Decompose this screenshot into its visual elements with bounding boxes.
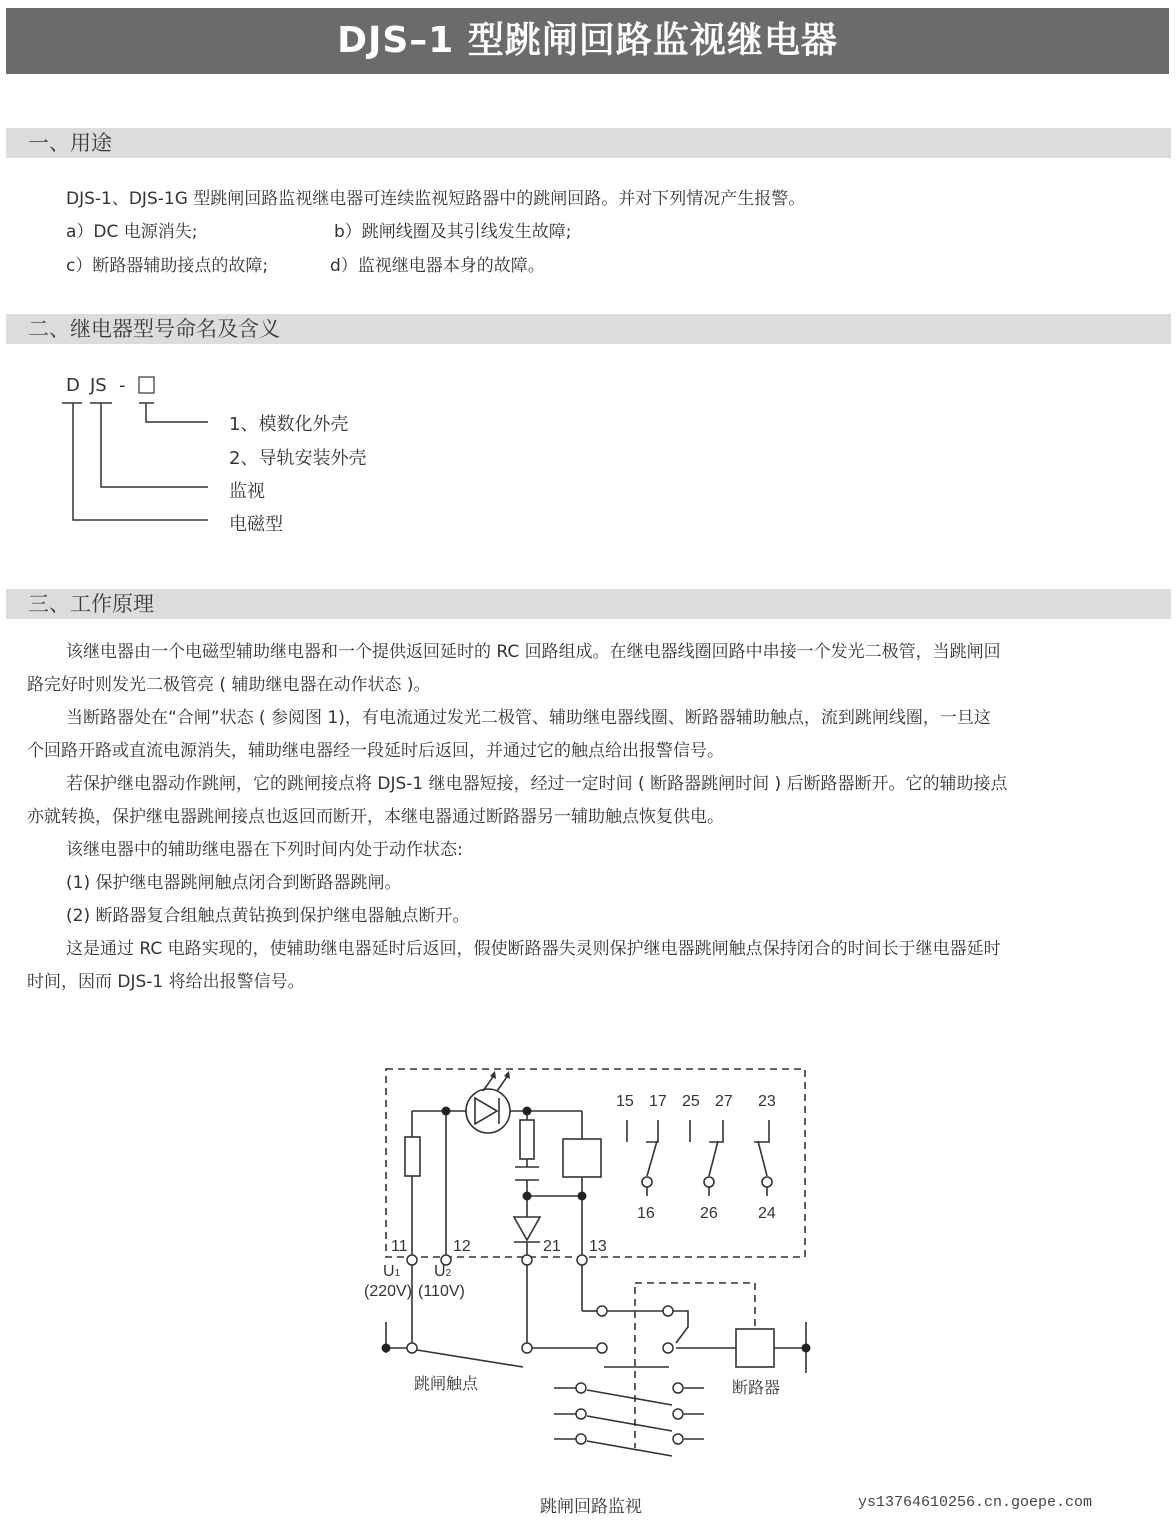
naming-label-4: 电磁型 bbox=[229, 514, 283, 535]
principle-line: 亦就转换，保护继电器跳闸接点也返回而断开，本继电器通过断路器另一辅助触点恢复供电。 bbox=[27, 807, 724, 827]
relay-boundary bbox=[386, 1069, 805, 1257]
trip-contact-label: 跳闸触点 bbox=[414, 1376, 479, 1393]
breaker-label: 断路器 bbox=[732, 1380, 781, 1397]
naming-label-2: 2、导轨安装外壳 bbox=[229, 448, 367, 469]
voltage-110-label: (110V) bbox=[418, 1283, 465, 1300]
section-heading-text: 二、继电器型号命名及含义 bbox=[28, 317, 280, 341]
section-heading-text: 三、工作原理 bbox=[28, 592, 154, 616]
principle-line: 当断路器处在“合闸”状态 ( 参阅图 1)，有电流通过发光二极管、辅助继电器线圈、断路器辅助触点，流到跳闸线圈，一旦这 bbox=[66, 708, 991, 728]
usage-item-b: b）跳闸线圈及其引线发生故障; bbox=[334, 222, 572, 242]
line-to-label-3 bbox=[101, 403, 208, 487]
breaker-icon bbox=[736, 1329, 774, 1367]
terminal-label: 13 bbox=[589, 1238, 607, 1255]
contact-number: 26 bbox=[700, 1205, 718, 1222]
principle-line: 时间，因而 DJS-1 将给出报警信号。 bbox=[27, 972, 305, 992]
contact-number: 25 bbox=[682, 1093, 700, 1110]
contact-number: 23 bbox=[758, 1093, 776, 1110]
code-dash: - bbox=[119, 375, 126, 396]
terminal-label: 21 bbox=[543, 1238, 561, 1255]
led-icon bbox=[466, 1074, 510, 1133]
terminal-label: 12 bbox=[453, 1238, 471, 1255]
contact-number: 15 bbox=[616, 1093, 634, 1110]
section-heading-naming bbox=[6, 314, 1171, 344]
terminal-label: 11 bbox=[391, 1238, 408, 1255]
usage-intro: DJS-1、DJS-1G 型跳闸回路监视继电器可连续监视短路器中的跳闸回路。并对下列情况产生报警。 bbox=[66, 189, 806, 209]
code-d: D bbox=[66, 375, 80, 396]
naming-label-1: 1、模数化外壳 bbox=[229, 414, 349, 435]
principle-line: 这是通过 RC 电路实现的，使辅助继电器延时后返回，假使断路器失灵则保护继电器跳闸触点保持闭合的时间长于继电器延时 bbox=[66, 939, 1001, 959]
diode-icon bbox=[514, 1217, 540, 1240]
section-heading-usage bbox=[6, 128, 1171, 158]
code-js: JS bbox=[90, 375, 107, 396]
resistor-icon bbox=[520, 1120, 534, 1159]
principle-line: 个回路开路或直流电源消失，辅助继电器经一段延时后返回，并通过它的触点给出报警信号。 bbox=[27, 741, 724, 761]
diagram-caption: 跳闸回路监视 bbox=[540, 1497, 642, 1517]
principle-line: (2) 断路器复合组触点黄钻换到保护继电器触点断开。 bbox=[66, 906, 470, 926]
section-heading-text: 一、用途 bbox=[28, 131, 112, 155]
terminal-13 bbox=[577, 1255, 587, 1265]
principle-line: (1) 保护继电器跳闸触点闭合到断路器跳闸。 bbox=[66, 873, 402, 893]
naming-lines bbox=[0, 370, 240, 535]
line-to-label-1 bbox=[146, 403, 208, 422]
usage-item-d: d）监视继电器本身的故障。 bbox=[330, 256, 545, 276]
contact-number: 24 bbox=[758, 1205, 776, 1222]
principle-line: 该继电器由一个电磁型辅助继电器和一个提供返回延时的 RC 回路组成。在继电器线圈回路中串接一个发光二极管，当跳闸回 bbox=[66, 642, 1001, 662]
voltage-220-label: (220V) bbox=[364, 1283, 413, 1300]
terminal-21 bbox=[522, 1255, 532, 1265]
u1-label: U1 bbox=[383, 1263, 401, 1280]
trip-circuit-diagram bbox=[360, 1060, 830, 1460]
contact-number: 17 bbox=[649, 1093, 667, 1110]
naming-label-3: 监视 bbox=[229, 481, 265, 502]
line-to-label-4 bbox=[73, 403, 208, 520]
principle-line: 该继电器中的辅助继电器在下列时间内处于动作状态: bbox=[66, 840, 463, 860]
watermark: ys13764610256.cn.goepe.com bbox=[858, 1494, 1093, 1511]
terminal-11 bbox=[407, 1255, 417, 1265]
relay-coil-icon bbox=[563, 1139, 601, 1177]
trip-contact-blade bbox=[417, 1350, 523, 1367]
principle-line: 若保护继电器动作跳闸，它的跳闸接点将 DJS-1 继电器短接，经过一定时间 ( 断路器跳闸时间 ) 后断路器断开。它的辅助接点 bbox=[66, 774, 1008, 794]
contact-number: 27 bbox=[715, 1093, 733, 1110]
placeholder-box bbox=[139, 377, 154, 393]
page-title: DJS–1 型跳闸回路监视继电器 bbox=[6, 8, 1169, 74]
usage-item-c: c）断路器辅助接点的故障; bbox=[66, 256, 269, 276]
contact-number: 16 bbox=[637, 1205, 655, 1222]
usage-item-a: a）DC 电源消失; bbox=[66, 222, 198, 242]
u2-label: U2 bbox=[434, 1263, 452, 1280]
resistor-icon bbox=[405, 1137, 420, 1176]
principle-line: 路完好时则发光二极管亮 ( 辅助继电器在动作状态 )。 bbox=[27, 675, 431, 695]
section-heading-principle bbox=[6, 589, 1171, 619]
